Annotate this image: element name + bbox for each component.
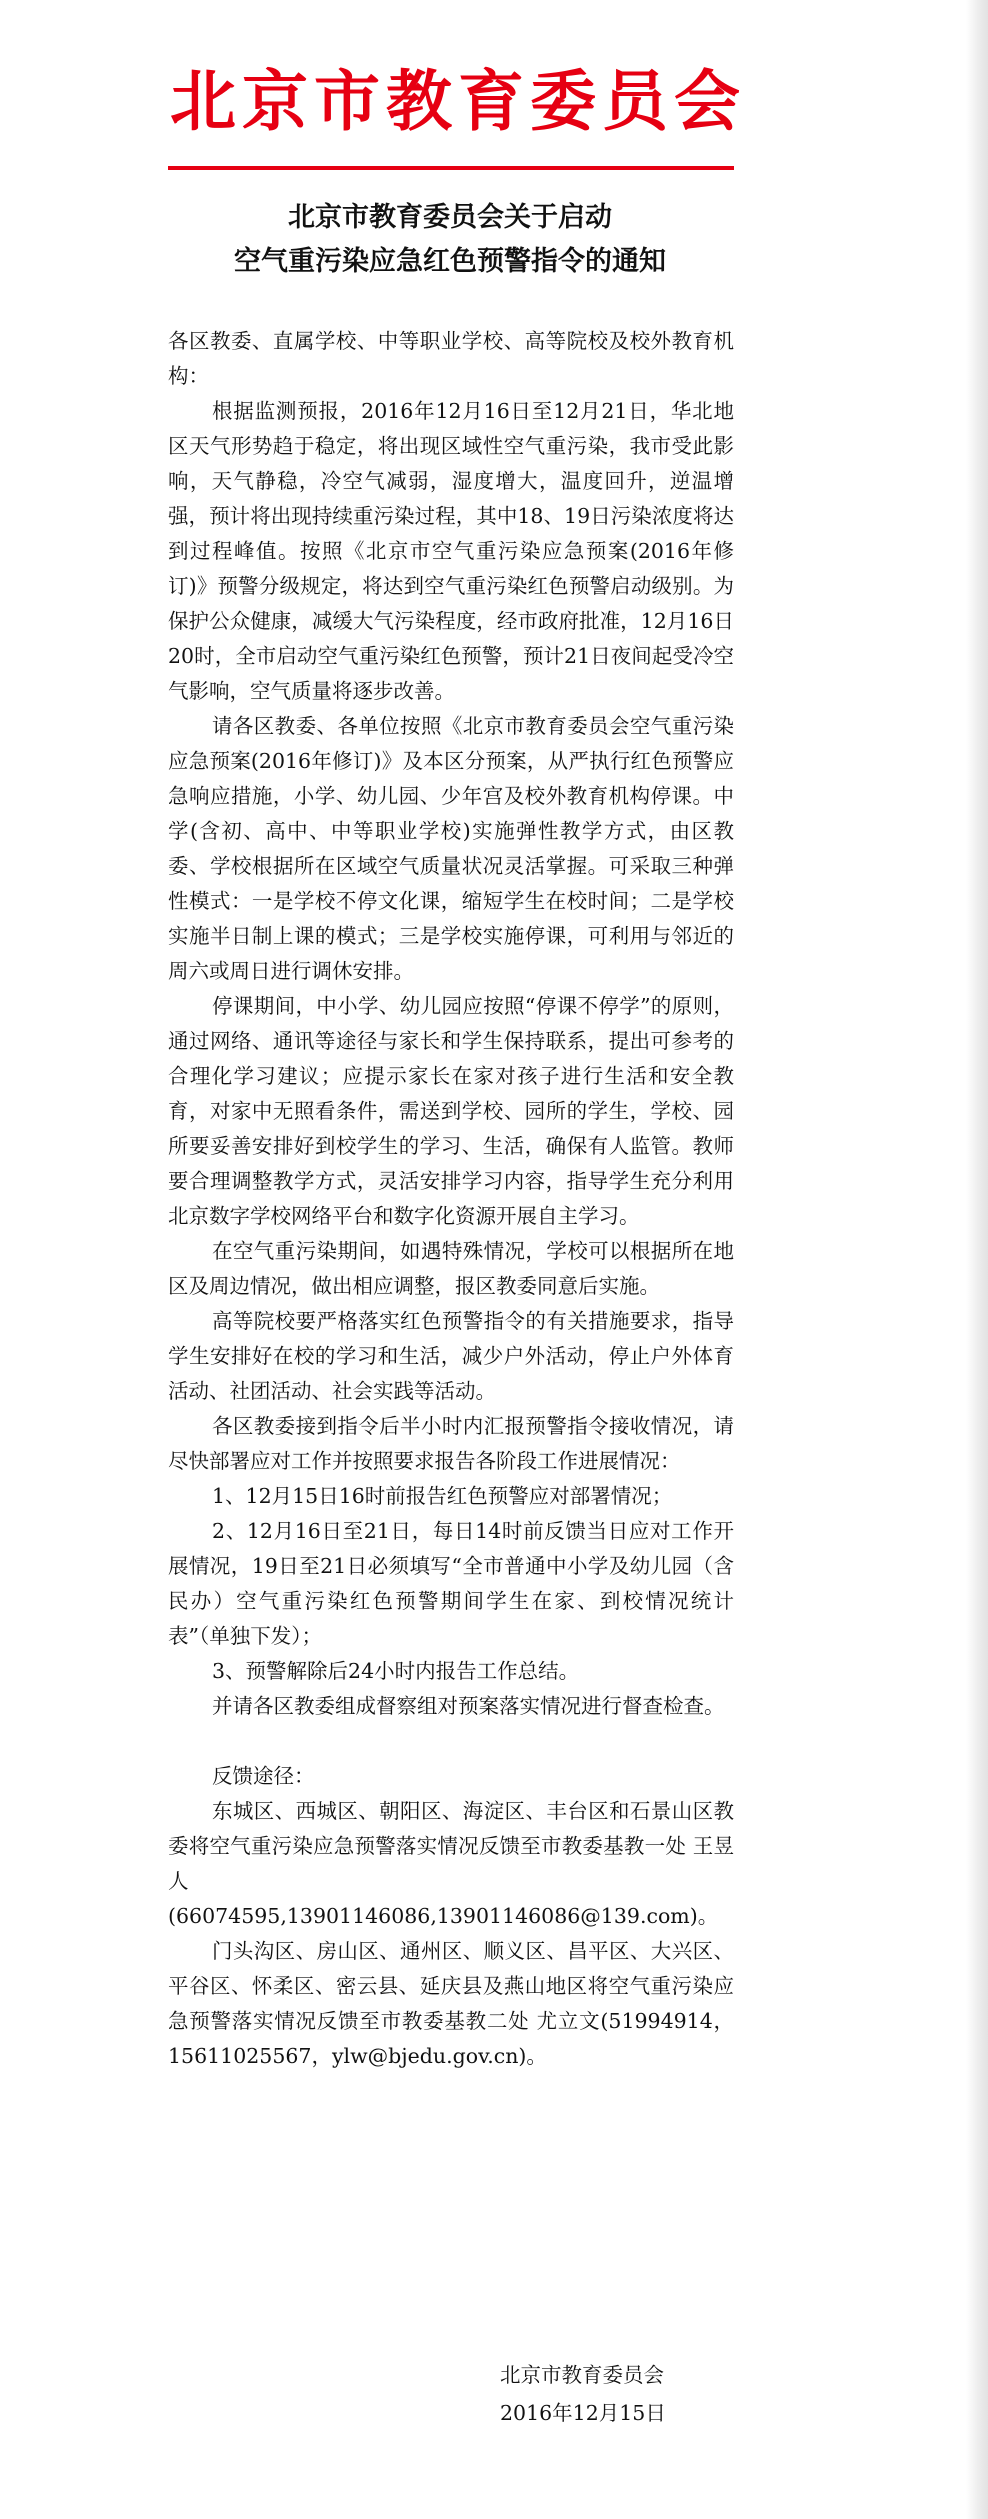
paragraph-reporting: 各区教委接到指令后半小时内汇报预警指令接收情况，请尽快部署应对工作并按照要求报告各阶段工作进展情况： bbox=[168, 1414, 734, 1473]
signature-date: 2016年12月15日 bbox=[500, 2401, 666, 2425]
paragraph-universities: 高等院校要严格落实红色预警指令的有关措施要求，指导学生安排好在校的学习和生活，减少户外活动，停止户外体育活动、社团活动、社会实践等活动。 bbox=[168, 1309, 734, 1403]
feedback-item-2: 门头沟区、房山区、通州区、顺义区、昌平区、大兴区、平谷区、怀柔区、密云县、延庆县及燕山地区将空气重污染应急预警落实情况反馈至市教委基教二处 尤立文(51994914，15611025567，ylw@bjedu.gov.cn)。 bbox=[168, 1939, 734, 2068]
report-item-1: 1、12月15日16时前报告红色预警应对部署情况； bbox=[212, 1484, 673, 1508]
title-line-2: 空气重污染应急红色预警指令的通知 bbox=[234, 246, 666, 277]
paragraph-measures: 请各区教委、各单位按照《北京市教育委员会空气重污染应急预案(2016年修订)》及本区分预案，从严执行红色预警应急响应措施，小学、幼儿园、少年宫及校外教育机构停课。中学(含初、高中、中等职业学校)实施弹性教学方式，由区教委、学校根据所在区域空气质量状况灵活掌握。可采取三种弹性模式：一是学校不停文化课，缩短学生在校时间；二是学校实施半日制上课的模式；三是学校实施停课，可利用与邻近的周六或周日进行调休安排。 bbox=[168, 714, 734, 983]
salutation: 各区教委、直属学校、中等职业学校、高等院校及校外教育机构： bbox=[168, 329, 734, 388]
report-item-3: 3、预警解除后24小时内报告工作总结。 bbox=[212, 1659, 580, 1683]
document-body bbox=[168, 324, 734, 2074]
paragraph-forecast: 根据监测预报，2016年12月16日至12月21日，华北地区天气形势趋于稳定，将出现区域性空气重污染，我市受此影响，天气静稳，冷空气减弱，湿度增大，温度回升，逆温增强，预计将出现持续重污染过程，其中18、19日污染浓度将达到过程峰值。按照《北京市空气重污染应急预案(2016年修订)》预警分级规定，将达到空气重污染红色预警启动级别。为保护公众健康，减缓大气污染程度，经市政府批准，12月16日20时，全市启动空气重污染红色预警，预计21日夜间起受冷空气影响，空气质量将逐步改善。 bbox=[168, 399, 734, 703]
paragraph-inspection: 并请各区教委组成督察组对预案落实情况进行督查检查。 bbox=[212, 1694, 725, 1718]
signature-org: 北京市教育委员会 bbox=[500, 2363, 664, 2387]
paragraph-special-cases: 在空气重污染期间，如遇特殊情况，学校可以根据所在地区及周边情况，做出相应调整，报区教委同意后实施。 bbox=[168, 1239, 734, 1298]
report-item-2: 2、12月16日至21日，每日14时前反馈当日应对工作开展情况，19日至21日必须填写“全市普通中小学及幼儿园（含民办）空气重污染红色预警期间学生在家、到校情况统计表”（单独下发）； bbox=[168, 1519, 734, 1648]
title-line-1: 北京市教育委员会关于启动 bbox=[288, 202, 612, 233]
feedback-item-1: 东城区、西城区、朝阳区、海淀区、丰台区和石景山区教委将空气重污染应急预警落实情况反馈至市教委基教一处 王昱人(66074595,13901146086,13901146086@139.com)。 bbox=[168, 1799, 734, 1928]
paragraph-suspension: 停课期间，中小学、幼儿园应按照“停课不停学”的原则，通过网络、通讯等途径与家长和学生保持联系，提出可参考的合理化学习建议；应提示家长在家对孩子进行生活和安全教育，对家中无照看条件，需送到学校、园所的学生，学校、园所要妥善安排好到校学生的学习、生活，确保有人监管。教师要合理调整教学方式，灵活安排学习内容，指导学生充分利用北京数字学校网络平台和数字化资源开展自主学习。 bbox=[168, 994, 734, 1228]
letterhead-red-rule bbox=[168, 166, 734, 170]
blank-line bbox=[168, 1724, 734, 1759]
signature-block bbox=[500, 2356, 740, 2432]
letterhead-org-name: 北京市教育委员会 bbox=[170, 63, 746, 140]
feedback-heading: 反馈途径： bbox=[212, 1764, 315, 1788]
document-title bbox=[130, 196, 770, 284]
page-edge-shadow bbox=[966, 0, 988, 2519]
